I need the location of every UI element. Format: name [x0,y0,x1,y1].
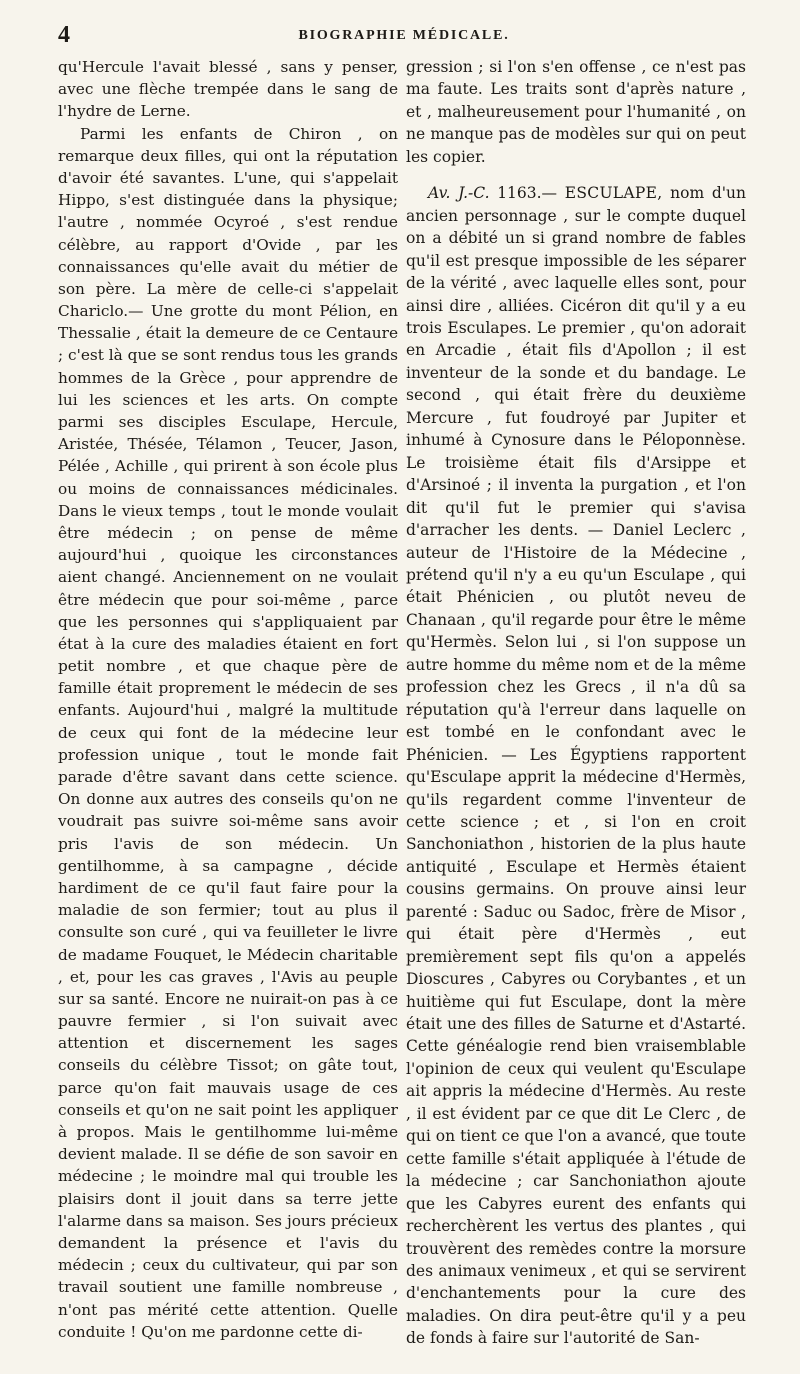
entry-year: 1163.— [497,184,558,203]
page-number: 4 [58,22,70,48]
entry-headword: ESCULAPE, [564,184,663,203]
entry-date-siglum: Av. J.-C. [428,184,490,203]
right-column [406,56,746,1350]
page-header [58,22,750,50]
paragraph: Parmi les enfants de Chiron , on remarque deux filles, qui ont la réputation d'avoir été savantes. L'une, qui s'appelait Hippo, s'est distinguée dans la physique; l'autre , nommée Ocyroé , s'est rendue célèbre, au rapport d'Ovide , par les connaissances qu'elle avait du métier de son père. La mère de celle-ci s'appelait Chariclo.— Une grotte du mont Pélion, en Thessalie , était la demeure de ce Centaure ; c'est là que se sont rendus tous les grands hommes de la Grèce , pour apprendre de lui les sciences et les arts. On compte parmi ses disciples Esculape, Hercule, Aristée, Thésée, Télamon , Teucer, Jason, Pélée , Achille , qui prirent à son école plus ou moins de connaissances médicinales. Dans le vieux temps , tout le monde voulait être médecin ; on pense de même aujourd'hui , quoique les circonstances aient changé. Anciennement on ne voulait être médecin que pour soi-même , parce que les personnes qui s'appliquaient par état à la cure des maladies étaient en fort petit nombre , et que chaque père de famille était proprement le médecin de ses enfants. Aujourd'hui , malgré la multitude de ceux qui font de la médecine leur profession unique , tout le monde fait parade d'être savant dans cette science. On donne aux autres des conseils qu'on ne voudrait pas suivre soi-même sans avoir pris l'avis de son médecin. Un gentilhomme, à sa campagne , décide hardiment de ce qu'il faut faire pour la maladie de son fermier; tout au plus il consulte son curé , qui va feuilleter le livre de madame Fouquet, le Médecin charitable , et, pour les cas graves , l'Avis au peuple sur sa santé. Encore ne nuirait-on pas à ce pauvre fermier , si l'on suivait avec attention et discernement les sages conseils du célèbre Tissot; on gâte tout, parce qu'on fait mauvais usage de ces conseils et qu'on ne sait point les appliquer à propos. Mais le gentilhomme lui-même devient malade. Il se défie de son savoir en médecine ; le moindre mal qui trouble les plaisirs dont il jouit dans sa terre jette l'alarme dans sa maison. Ses jours précieux demandent la présence et l'avis du médecin ; ceux du cultivateur, qui par son travail soutient une famille nombreuse , n'ont pas mérité cette attention. Quelle conduite ! Qu'on me pardonne cette di- [58,124,398,1341]
paragraph: gression ; si l'on s'en offense , ce n'est pas ma faute. Les traits sont d'après nature , et , malheureusement pour l'humanité , on ne manque pas de modèles sur qui on peut les copier. [406,58,746,166]
entry-esculape [406,182,746,1350]
left-column [58,56,398,1343]
entry-text: nom d'un ancien personnage , sur le compte duquel on a débité un si grand nombre de fables qu'il est presque impossible de les séparer de la vérité , avec laquelle elles sont, pour ainsi dire , alliées. Cicéron dit qu'il y a eu trois Esculapes. Le premier , qu'on adorait en Arcadie , était fils d'Apollon ; il est inventeur de la sonde et du bandage. Le second , qui était frère du deuxième Mercure , fut foudroyé par Jupiter et inhumé à Cynosure dans le Péloponnèse. Le troisième était fils d'Arsippe et d'Arsinoé ; il inventa la purgation , et l'on dit qu'il fut le premier qui s'avisa d'arracher les dents. — Daniel Leclerc , auteur de l'Histoire de la Médecine , prétend qu'il n'y a eu qu'un Esculape , qui était Phénicien , ou plutôt neveu de Chanaan , qu'il regarde pour être le même qu'Hermès. Selon lui , si l'on suppose un autre homme du même nom et de la même profession chez les Grecs , il n'a dû sa réputation qu'à l'erreur dans laquelle on est tombé en le confondant avec le Phénicien. — Les Égyptiens rapportent qu'Esculape apprit la médecine d'Hermès, qu'ils regardent comme l'inventeur de cette science ; et , si l'on en croit Sanchoniathon , historien de la plus haute antiquité , Esculape et Hermès étaient cousins germains. On prouve ainsi leur parenté : Saduc ou Sadoc, frère de Misor , qui était père d'Hermès , eut premièrement sept fils qu'on a appelés Dioscures , Cabyres ou Corybantes , et un huitième qui fut Esculape, dont la mère était une des filles de Saturne et d'Astarté. Cette généalogie rend bien vraisemblable l'opinion de ceux qui veulent qu'Esculape ait appris la médecine d'Hermès. Au reste , il est évident par ce que dit Le Clerc , de qui on tient ce que l'on a avancé, que toute cette famille s'était appliquée à l'étude de la médecine ; car Sanchoniathon ajoute que les Cabyres eurent des enfants qui recherchèrent les vertus des plantes , qui trouvèrent des remèdes contre la morsure des animaux venimeux , et qui se servirent d'enchantements pour la cure des maladies. On dira peut-être qu'il y a peu de fonds à faire sur l'autorité de San- [406,184,746,1348]
running-title: BIOGRAPHIE MÉDICALE. [298,28,510,43]
paragraph: qu'Hercule l'avait blessé , sans y penser, avec une flèche trempée dans le sang de l'hydre de Lerne. [58,58,398,121]
